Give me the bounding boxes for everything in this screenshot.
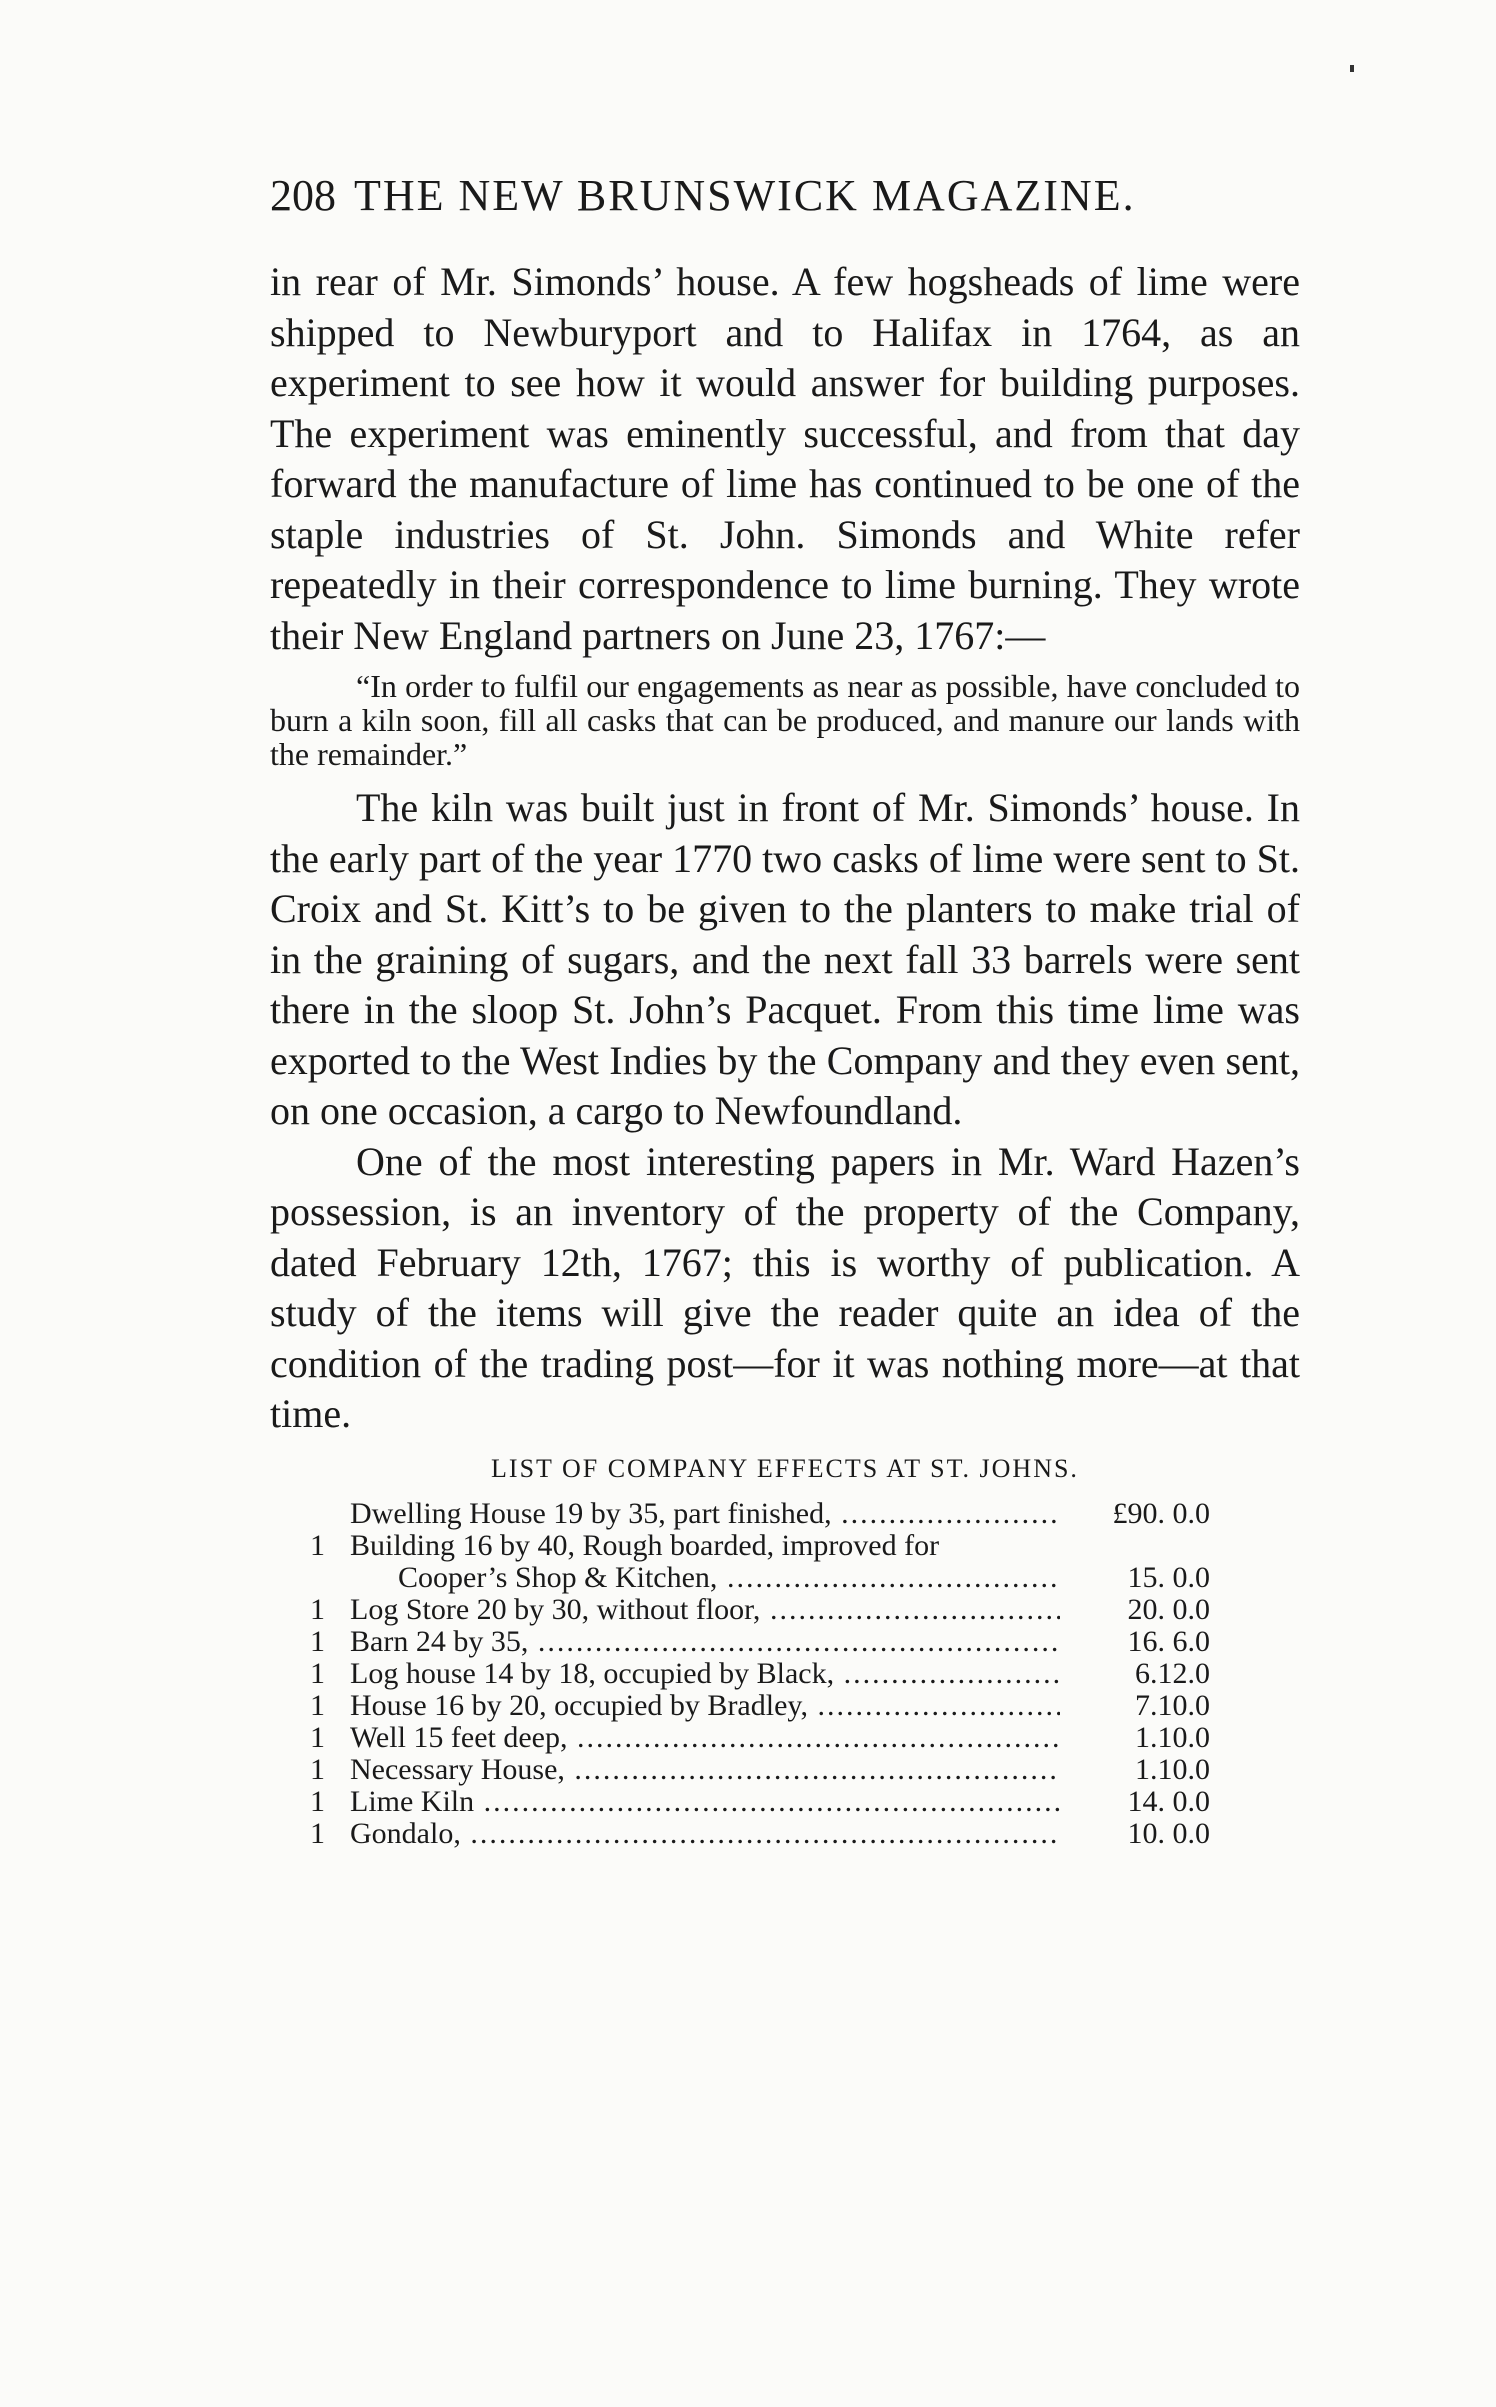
item-description: Log house 14 by 18, occupied by Black, ..... xyxy=(350,1658,1060,1690)
inventory-row xyxy=(310,1722,1210,1754)
item-quantity: 1 xyxy=(310,1752,325,1786)
item-description: Necessary House, ..... xyxy=(350,1754,1060,1786)
item-quantity: 1 xyxy=(310,1816,325,1850)
letter-quote: “In order to fulfil our engagements as near as possible, have concluded to burn a kiln soon, fill all casks that can be produced, and manure our lands with the remainder.” xyxy=(270,668,1300,772)
inventory-row xyxy=(310,1658,1210,1690)
magazine-title: THE NEW BRUNSWICK MAGAZINE. xyxy=(354,171,1136,220)
item-quantity: 1 xyxy=(310,1592,325,1626)
item-description: Building 16 by 40, Rough boarded, improved for xyxy=(350,1529,940,1562)
item-quantity: 1 xyxy=(310,1720,325,1754)
item-quantity: 1 xyxy=(310,1688,325,1722)
inventory-title: LIST OF COMPANY EFFECTS AT ST. JOHNS. xyxy=(491,1453,1079,1483)
item-description: Gondalo, ..... xyxy=(350,1818,1060,1850)
inventory-row xyxy=(310,1498,1210,1530)
item-description: Log Store 20 by 30, without floor, ..... xyxy=(350,1594,1060,1626)
item-value: 10. 0.0 xyxy=(1127,1816,1210,1850)
item-quantity: 1 xyxy=(310,1656,325,1690)
inventory-list xyxy=(310,1498,1210,1850)
paragraph-3: One of the most interesting papers in Mr. Ward Hazen’s possession, is an inventory of the property of the Company, dated February 12th, 1767; this is worthy of publication. A study of the items will give the reader quite an idea of the condition of the trading post—for it was nothing more—at that time. xyxy=(270,1138,1300,1436)
item-value: 1.10.0 xyxy=(1135,1752,1210,1786)
inventory-row xyxy=(310,1818,1210,1850)
item-value: 6.12.0 xyxy=(1135,1656,1210,1690)
page-number: 208 xyxy=(270,171,336,220)
item-description: Dwelling House 19 by 35, part finished, ..... xyxy=(350,1498,1060,1530)
item-value: 20. 0.0 xyxy=(1127,1592,1210,1626)
item-quantity: 1 xyxy=(310,1784,325,1818)
item-description: House 16 by 20, occupied by Bradley, ..... xyxy=(350,1690,1060,1722)
item-description: Well 15 feet deep, ..... xyxy=(350,1722,1060,1754)
item-quantity: 1 xyxy=(310,1624,325,1658)
item-description: Barn 24 by 35, ..... xyxy=(350,1626,1060,1658)
inventory-row xyxy=(310,1594,1210,1626)
running-header xyxy=(270,170,1300,221)
item-value: 7.10.0 xyxy=(1135,1688,1210,1722)
inventory-row xyxy=(310,1562,1210,1594)
item-value: 15. 0.0 xyxy=(1127,1560,1210,1594)
page xyxy=(270,170,1300,1850)
inventory-row xyxy=(310,1786,1210,1818)
item-description: Lime Kiln ..... xyxy=(350,1786,1060,1818)
inventory-row xyxy=(310,1690,1210,1722)
stray-mark xyxy=(1350,65,1354,72)
item-quantity: 1 xyxy=(310,1528,325,1562)
inventory-row xyxy=(310,1626,1210,1658)
paragraph-1: in rear of Mr. Simonds’ house. A few hogsheads of lime were shipped to Newburyport and to Halifax in 1764, as an experiment to see how it would answer for building purposes. The experiment was eminently successful, and from that day forward the manufacture of lime has continued to be one of the staple industries of St. John. Simonds and White refer repeatedly in their correspondence to lime burning. They wrote their New England partners on June 23, 1767:— xyxy=(270,259,1300,658)
item-value: £90. 0.0 xyxy=(1112,1496,1210,1530)
item-value: 1.10.0 xyxy=(1135,1720,1210,1754)
inventory-row xyxy=(310,1530,1210,1562)
paragraph-2: The kiln was built just in front of Mr. Simonds’ house. In the early part of the year 1770 two casks of lime were sent to St. Croix and St. Kitt’s to be given to the planters to make trial of in the graining of sugars, and the next fall 33 barrels were sent there in the sloop St. John’s Pacquet. From this time lime was exported to the West Indies by the Company and they even sent, on one occasion, a cargo to Newfoundland. xyxy=(270,785,1300,1133)
item-description: Cooper’s Shop & Kitchen, ..... xyxy=(350,1562,1060,1594)
item-value: 14. 0.0 xyxy=(1127,1784,1210,1818)
item-value: 16. 6.0 xyxy=(1127,1624,1210,1658)
inventory-row xyxy=(310,1754,1210,1786)
